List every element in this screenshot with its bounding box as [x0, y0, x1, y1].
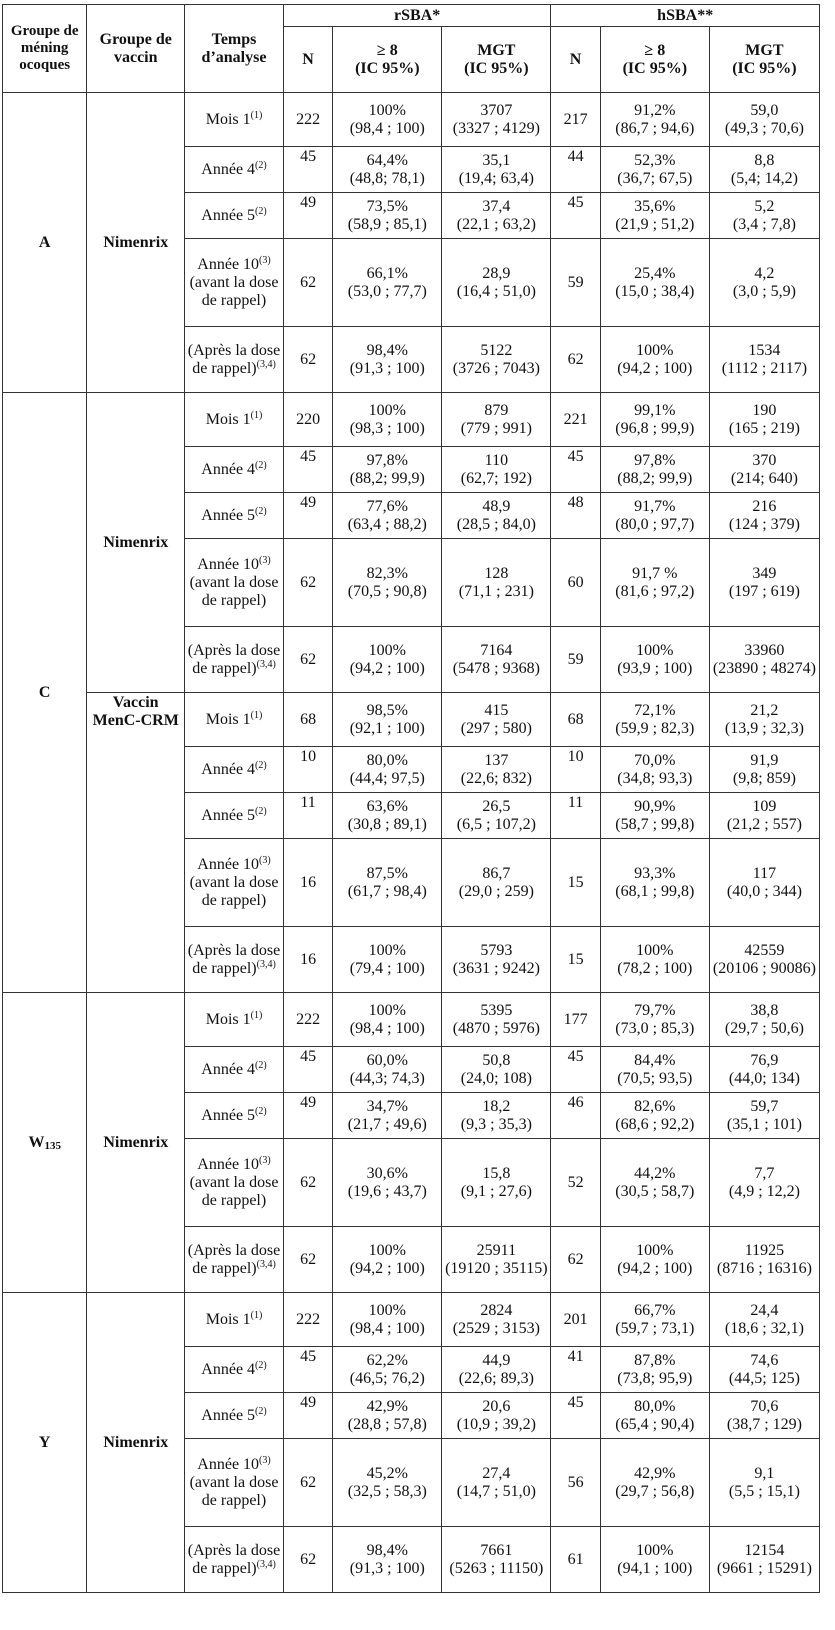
vaccine-group-header: Groupe de vaccin: [87, 5, 185, 93]
mgt-cell: 25911 (19120 ; 35115): [442, 1227, 551, 1293]
n-cell: 62: [551, 327, 600, 393]
mgt-cell: 7661 (5263 ; 11150): [442, 1527, 551, 1593]
n-cell: 49: [283, 1393, 332, 1439]
n-cell: 62: [283, 539, 332, 627]
n-cell: 10: [551, 747, 600, 793]
ge8-cell: 100% (94,2 ; 100): [600, 1227, 709, 1293]
n-cell: 61: [551, 1527, 600, 1593]
time-label: Année 10: [197, 1155, 260, 1173]
time-label: Année 5: [201, 206, 256, 224]
n-cell: 62: [283, 1139, 332, 1227]
n-cell: 16: [283, 927, 332, 993]
time-label: Année 10: [197, 255, 260, 273]
time-label: Année 5: [201, 1106, 256, 1124]
table-row: [3, 993, 820, 1047]
ge8-cell: 97,8% (88,2; 99,9): [333, 447, 442, 493]
serogroup-cell: A: [3, 93, 87, 393]
n-cell: 44: [551, 147, 600, 193]
time-cell: (Après la dose de rappel)$^{(3,4)}$: [185, 927, 284, 993]
n-cell: 221: [551, 393, 600, 447]
n-cell: 62: [283, 1527, 332, 1593]
mgt-cell: 24,4 (18,6 ; 32,1): [709, 1293, 819, 1347]
mgt-cell: 370 (214; 640): [709, 447, 819, 493]
ge8-cell: 100% (98,4 ; 100): [333, 93, 442, 147]
mgt-cell: 50,8 (24,0; 108): [442, 1047, 551, 1093]
time-label: Année 4: [201, 1360, 256, 1378]
n-cell: 48: [551, 493, 600, 539]
n-cell: 177: [551, 993, 600, 1047]
n-cell: 10: [283, 747, 332, 793]
time-cell: Mois 1$^{(1)}$: [185, 1293, 284, 1347]
time-header: Temps d’analyse: [185, 5, 284, 93]
n-header: N: [283, 27, 332, 93]
time-cell: Mois 1$^{(1)}$: [185, 93, 284, 147]
ge8-cell: 84,4% (70,5; 93,5): [600, 1047, 709, 1093]
n-cell: 45: [283, 1347, 332, 1393]
ge8-cell: 62,2% (46,5; 76,2): [333, 1347, 442, 1393]
serogroup-cell: C: [3, 393, 87, 993]
n-cell: 46: [551, 1093, 600, 1139]
mgt-cell: 7,7 (4,9 ; 12,2): [709, 1139, 819, 1227]
n-cell: 45: [283, 447, 332, 493]
n-cell: 62: [551, 1227, 600, 1293]
mgt-cell: 20,6 (10,9 ; 39,2): [442, 1393, 551, 1439]
n-cell: 68: [283, 693, 332, 747]
mgt-cell: 5395 (4870 ; 5976): [442, 993, 551, 1047]
mgt-cell: 190 (165 ; 219): [709, 393, 819, 447]
time-label: Mois 1: [205, 110, 251, 128]
ge8-cell: 70,0% (34,8; 93,3): [600, 747, 709, 793]
time-cell: Année 5$^{(2)}$: [185, 793, 284, 839]
ge8-cell: 44,2% (30,5 ; 58,7): [600, 1139, 709, 1227]
ge8-cell: 100% (98,3 ; 100): [333, 393, 442, 447]
n-cell: 62: [283, 627, 332, 693]
ge8-cell: 87,5% (61,7 ; 98,4): [333, 839, 442, 927]
ge8-cell: 82,3% (70,5 ; 90,8): [333, 539, 442, 627]
serogroup-header: Groupe de méning ocoques: [3, 5, 87, 93]
mgt-cell: 109 (21,2 ; 557): [709, 793, 819, 839]
time-label: Année 10: [197, 1455, 260, 1473]
time-cell: Année 10$^{(3)}$ (avant la dose de rappel): [185, 539, 284, 627]
mgt-cell: 59,7 (35,1 ; 101): [709, 1093, 819, 1139]
serogroup-cell: Y: [3, 1293, 87, 1593]
mgt-cell: 8,8 (5,4; 14,2): [709, 147, 819, 193]
n-cell: 16: [283, 839, 332, 927]
ge8-cell: 100% (79,4 ; 100): [333, 927, 442, 993]
n-cell: 49: [283, 1093, 332, 1139]
time-cell: Année 4$^{(2)}$: [185, 1047, 284, 1093]
time-cell: Année 5$^{(2)}$: [185, 1393, 284, 1439]
mgt-cell: 26,5 (6,5 ; 107,2): [442, 793, 551, 839]
n-cell: 49: [283, 493, 332, 539]
time-cell: Année 10$^{(3)}$ (avant la dose de rappel): [185, 839, 284, 927]
mgt-header: MGT (IC 95%): [709, 27, 819, 93]
n-cell: 62: [283, 1227, 332, 1293]
ge8-cell: 100% (94,2 ; 100): [600, 327, 709, 393]
n-cell: 52: [551, 1139, 600, 1227]
time-label: Mois 1: [205, 1310, 251, 1328]
ge8-cell: 100% (98,4 ; 100): [333, 1293, 442, 1347]
n-cell: 62: [283, 327, 332, 393]
serogroup-cell: $W_{135}$: [3, 993, 87, 1293]
mgt-cell: 35,1 (19,4; 63,4): [442, 147, 551, 193]
time-cell: Mois 1$^{(1)}$: [185, 993, 284, 1047]
time-cell: Année 5$^{(2)}$: [185, 493, 284, 539]
ge8-cell: 30,6% (19,6 ; 43,7): [333, 1139, 442, 1227]
ge8-cell: 45,2% (32,5 ; 58,3): [333, 1439, 442, 1527]
time-label: (Après la dose de rappel): [187, 641, 281, 677]
n-cell: 220: [283, 393, 332, 447]
ge8-cell: 91,2% (86,7 ; 94,6): [600, 93, 709, 147]
ge8-cell: 91,7% (80,0 ; 97,7): [600, 493, 709, 539]
vaccine-group-cell: Nimenrix: [87, 993, 185, 1293]
n-cell: 49: [283, 193, 332, 239]
mgt-cell: 137 (22,6; 832): [442, 747, 551, 793]
n-cell: 45: [551, 1047, 600, 1093]
n-cell: 222: [283, 993, 332, 1047]
n-cell: 222: [283, 1293, 332, 1347]
mgt-cell: 74,6 (44,5; 125): [709, 1347, 819, 1393]
ge8-cell: 66,7% (59,7 ; 73,1): [600, 1293, 709, 1347]
time-cell: Année 10$^{(3)}$ (avant la dose de rappel): [185, 1439, 284, 1527]
mgt-cell: 5793 (3631 ; 9242): [442, 927, 551, 993]
n-cell: 59: [551, 239, 600, 327]
mgt-cell: 76,9 (44,0; 134): [709, 1047, 819, 1093]
mgt-cell: 44,9 (22,6; 89,3): [442, 1347, 551, 1393]
time-cell: Année 10$^{(3)}$ (avant la dose de rappel): [185, 1139, 284, 1227]
n-cell: 15: [551, 927, 600, 993]
n-cell: 15: [551, 839, 600, 927]
n-cell: 68: [551, 693, 600, 747]
mgt-cell: 4,2 (3,0 ; 5,9): [709, 239, 819, 327]
ge8-cell: 35,6% (21,9 ; 51,2): [600, 193, 709, 239]
ge8-cell: 42,9% (29,7 ; 56,8): [600, 1439, 709, 1527]
time-cell: Année 4$^{(2)}$: [185, 1347, 284, 1393]
time-label: Année 5: [201, 1406, 256, 1424]
time-cell: (Après la dose de rappel)$^{(3,4)}$: [185, 1527, 284, 1593]
time-cell: Année 4$^{(2)}$: [185, 147, 284, 193]
n-cell: 56: [551, 1439, 600, 1527]
ge8-cell: 93,3% (68,1 ; 99,8): [600, 839, 709, 927]
time-label: Année 10: [197, 555, 260, 573]
ge8-cell: 100% (94,1 ; 100): [600, 1527, 709, 1593]
ge8-cell: 72,1% (59,9 ; 82,3): [600, 693, 709, 747]
mgt-cell: 349 (197 ; 619): [709, 539, 819, 627]
n-cell: 217: [551, 93, 600, 147]
rsba-header: rSBA*: [283, 5, 551, 27]
ge8-cell: 73,5% (58,9 ; 85,1): [333, 193, 442, 239]
n-cell: 62: [283, 1439, 332, 1527]
time-label: Année 4: [201, 160, 256, 178]
ge8-cell: 98,5% (92,1 ; 100): [333, 693, 442, 747]
ge8-cell: 100% (93,9 ; 100): [600, 627, 709, 693]
time-cell: Année 5$^{(2)}$: [185, 1093, 284, 1139]
mgt-cell: 27,4 (14,7 ; 51,0): [442, 1439, 551, 1527]
ge8-cell: 87,8% (73,8; 95,9): [600, 1347, 709, 1393]
ge8-cell: 25,4% (15,0 ; 38,4): [600, 239, 709, 327]
table-row: [3, 1293, 820, 1347]
ge8-header: ≥ 8 (IC 95%): [333, 27, 442, 93]
ge8-cell: 66,1% (53,0 ; 77,7): [333, 239, 442, 327]
ge8-cell: 64,4% (48,8; 78,1): [333, 147, 442, 193]
mgt-header: MGT (IC 95%): [442, 27, 551, 93]
time-label: Mois 1: [205, 410, 251, 428]
ge8-cell: 91,7 % (81,6 ; 97,2): [600, 539, 709, 627]
ge8-cell: 60,0% (44,3; 74,3): [333, 1047, 442, 1093]
mgt-cell: 9,1 (5,5 ; 15,1): [709, 1439, 819, 1527]
n-cell: 45: [283, 147, 332, 193]
time-label: (Après la dose de rappel): [187, 941, 281, 977]
ge8-cell: 80,0% (44,4; 97,5): [333, 747, 442, 793]
n-cell: 201: [551, 1293, 600, 1347]
mgt-cell: 59,0 (49,3 ; 70,6): [709, 93, 819, 147]
ge8-cell: 97,8% (88,2; 99,9): [600, 447, 709, 493]
immunogenicity-table: [2, 4, 820, 1593]
ge8-cell: 99,1% (96,8 ; 99,9): [600, 393, 709, 447]
table-header: [3, 5, 820, 93]
mgt-cell: 879 (779 ; 991): [442, 393, 551, 447]
hsba-header: hSBA**: [551, 5, 820, 27]
ge8-cell: 63,6% (30,8 ; 89,1): [333, 793, 442, 839]
mgt-cell: 128 (71,1 ; 231): [442, 539, 551, 627]
table-row: [3, 93, 820, 147]
mgt-cell: 37,4 (22,1 ; 63,2): [442, 193, 551, 239]
time-label: (Après la dose de rappel): [187, 1241, 281, 1277]
mgt-cell: 3707 (3327 ; 4129): [442, 93, 551, 147]
time-label: Mois 1: [205, 710, 251, 728]
mgt-cell: 21,2 (13,9 ; 32,3): [709, 693, 819, 747]
mgt-cell: 18,2 (9,3 ; 35,3): [442, 1093, 551, 1139]
table-body: [3, 93, 820, 1593]
mgt-cell: 33960 (23890 ; 48274): [709, 627, 819, 693]
ge8-cell: 42,9% (28,8 ; 57,8): [333, 1393, 442, 1439]
ge8-cell: 80,0% (65,4 ; 90,4): [600, 1393, 709, 1439]
n-cell: 11: [551, 793, 600, 839]
vaccine-group-cell: Vaccin MenC-CRM: [87, 693, 185, 993]
ge8-cell: 100% (94,2 ; 100): [333, 627, 442, 693]
vaccine-group-cell: Nimenrix: [87, 1293, 185, 1593]
n-cell: 45: [551, 447, 600, 493]
time-label: Année 10: [197, 855, 260, 873]
time-cell: (Après la dose de rappel)$^{(3,4)}$: [185, 627, 284, 693]
table-row: [3, 693, 820, 747]
time-label: Année 4: [201, 460, 256, 478]
time-label: Année 4: [201, 1060, 256, 1078]
mgt-cell: 5122 (3726 ; 7043): [442, 327, 551, 393]
mgt-cell: 117 (40,0 ; 344): [709, 839, 819, 927]
n-cell: 62: [283, 239, 332, 327]
n-cell: 11: [283, 793, 332, 839]
time-cell: Mois 1$^{(1)}$: [185, 393, 284, 447]
time-label: Année 5: [201, 506, 256, 524]
n-cell: 60: [551, 539, 600, 627]
n-cell: 41: [551, 1347, 600, 1393]
n-cell: 45: [551, 1393, 600, 1439]
table-row: [3, 393, 820, 447]
mgt-cell: 2824 (2529 ; 3153): [442, 1293, 551, 1347]
time-cell: Année 10$^{(3)}$ (avant la dose de rappel): [185, 239, 284, 327]
vaccine-group-cell: Nimenrix: [87, 93, 185, 393]
mgt-cell: 7164 (5478 ; 9368): [442, 627, 551, 693]
n-cell: 45: [283, 1047, 332, 1093]
mgt-cell: 86,7 (29,0 ; 259): [442, 839, 551, 927]
vaccine-group-cell: Nimenrix: [87, 393, 185, 693]
n-cell: 45: [551, 193, 600, 239]
ge8-cell: 98,4% (91,3 ; 100): [333, 1527, 442, 1593]
ge8-cell: 90,9% (58,7 ; 99,8): [600, 793, 709, 839]
mgt-cell: 415 (297 ; 580): [442, 693, 551, 747]
time-label: Mois 1: [205, 1010, 251, 1028]
ge8-cell: 52,3% (36,7; 67,5): [600, 147, 709, 193]
time-cell: Année 5$^{(2)}$: [185, 193, 284, 239]
ge8-cell: 77,6% (63,4 ; 88,2): [333, 493, 442, 539]
n-cell: 222: [283, 93, 332, 147]
ge8-cell: 34,7% (21,7 ; 49,6): [333, 1093, 442, 1139]
time-cell: Année 4$^{(2)}$: [185, 747, 284, 793]
time-cell: (Après la dose de rappel)$^{(3,4)}$: [185, 327, 284, 393]
ge8-header: ≥ 8 (IC 95%): [600, 27, 709, 93]
time-label: Année 4: [201, 760, 256, 778]
time-label: (Après la dose de rappel): [187, 1541, 281, 1577]
time-cell: (Après la dose de rappel)$^{(3,4)}$: [185, 1227, 284, 1293]
n-cell: 59: [551, 627, 600, 693]
time-cell: Mois 1$^{(1)}$: [185, 693, 284, 747]
mgt-cell: 15,8 (9,1 ; 27,6): [442, 1139, 551, 1227]
time-label: Année 5: [201, 806, 256, 824]
mgt-cell: 48,9 (28,5 ; 84,0): [442, 493, 551, 539]
mgt-cell: 110 (62,7; 192): [442, 447, 551, 493]
mgt-cell: 28,9 (16,4 ; 51,0): [442, 239, 551, 327]
mgt-cell: 38,8 (29,7 ; 50,6): [709, 993, 819, 1047]
mgt-cell: 70,6 (38,7 ; 129): [709, 1393, 819, 1439]
ge8-cell: 82,6% (68,6 ; 92,2): [600, 1093, 709, 1139]
ge8-cell: 100% (94,2 ; 100): [333, 1227, 442, 1293]
ge8-cell: 100% (98,4 ; 100): [333, 993, 442, 1047]
mgt-cell: 5,2 (3,4 ; 7,8): [709, 193, 819, 239]
ge8-cell: 100% (78,2 ; 100): [600, 927, 709, 993]
mgt-cell: 11925 (8716 ; 16316): [709, 1227, 819, 1293]
mgt-cell: 216 (124 ; 379): [709, 493, 819, 539]
ge8-cell: 98,4% (91,3 ; 100): [333, 327, 442, 393]
mgt-cell: 12154 (9661 ; 15291): [709, 1527, 819, 1593]
mgt-cell: 1534 (1112 ; 2117): [709, 327, 819, 393]
mgt-cell: 42559 (20106 ; 90086): [709, 927, 819, 993]
time-label: (Après la dose de rappel): [187, 341, 281, 377]
ge8-cell: 79,7% (73,0 ; 85,3): [600, 993, 709, 1047]
n-header: N: [551, 27, 600, 93]
time-cell: Année 4$^{(2)}$: [185, 447, 284, 493]
mgt-cell: 91,9 (9,8; 859): [709, 747, 819, 793]
